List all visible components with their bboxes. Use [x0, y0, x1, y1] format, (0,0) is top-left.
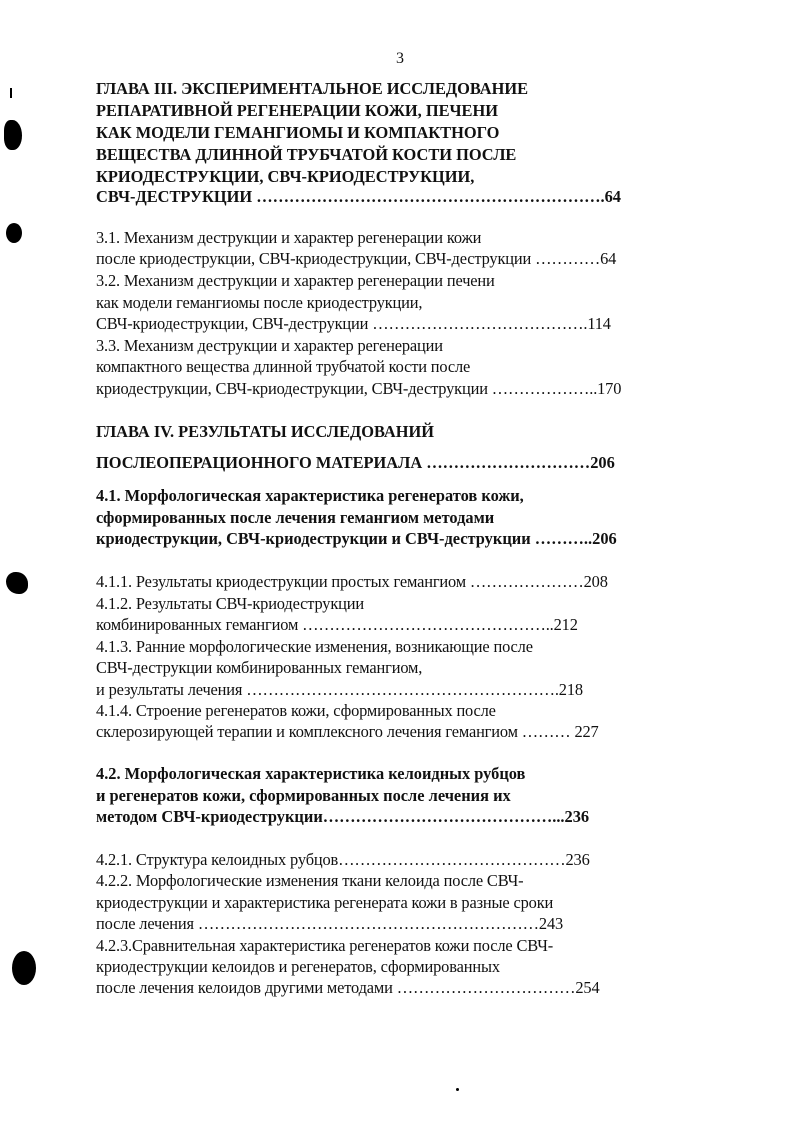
section-heading-line: и регенератов кожи, сформированных после лечения их	[96, 786, 511, 805]
toc-entry-line: как модели гемангиомы после криодеструкции,	[96, 293, 423, 312]
chapter-4-title-line: ПОСЛЕОПЕРАЦИОННОГО МАТЕРИАЛА …………………………206	[96, 453, 615, 472]
chapter-3-title-line: КРИОДЕСТРУКЦИИ, СВЧ-КРИОДЕСТРУКЦИИ,	[96, 167, 475, 186]
page-number: 3	[396, 50, 404, 67]
toc-entry-line: 4.2.1. Структура келоидных рубцов……………………………………236	[96, 850, 590, 869]
toc-entry-line: СВЧ-криодеструкции, СВЧ-деструкции ………………………………….114	[96, 314, 611, 333]
toc-entry-line: 3.1. Механизм деструкции и характер регенерации кожи	[96, 228, 482, 247]
chapter-3-title-line: ГЛАВА III. ЭКСПЕРИМЕНТАЛЬНОЕ ИССЛЕДОВАНИЕ	[96, 79, 529, 98]
scan-speck	[10, 88, 12, 98]
section-heading-line: методом СВЧ-криодеструкции……………………………………...236	[96, 807, 590, 826]
section-heading-line: криодеструкции, СВЧ-криодеструкции и СВЧ-деструкции ………..206	[96, 529, 617, 548]
chapter-3-title-line: КАК МОДЕЛИ ГЕМАНГИОМЫ И КОМПАКТНОГО	[96, 123, 500, 142]
chapter-3-title-line: РЕПАРАТИВНОЙ РЕГЕНЕРАЦИИ КОЖИ, ПЕЧЕНИ	[96, 101, 498, 120]
toc-entry-line: 4.2.3.Сравнительная характеристика регенератов кожи после СВЧ-	[96, 936, 554, 955]
toc-entry-line: 3.2. Механизм деструкции и характер регенерации печени	[96, 271, 495, 290]
toc-entry-line: после криодеструкции, СВЧ-криодеструкции, СВЧ-деструкции …………64	[96, 249, 617, 268]
scan-blot	[6, 223, 22, 243]
toc-entry-line: после лечения келоидов другими методами ……………………………254	[96, 978, 600, 997]
scan-blot	[12, 951, 36, 985]
toc-entry-line: компактного вещества длинной трубчатой кости после	[96, 357, 471, 376]
toc-entry-line: комбинированных гемангиом ………………………………………..212	[96, 615, 578, 634]
scan-speck	[456, 1088, 459, 1091]
toc-entry-line: 3.3. Механизм деструкции и характер регенерации	[96, 336, 443, 355]
chapter-4-title-line: ГЛАВА IV. РЕЗУЛЬТАТЫ ИССЛЕДОВАНИЙ	[96, 422, 435, 441]
toc-entry-line: 4.2.2. Морфологические изменения ткани келоида после СВЧ-	[96, 871, 524, 890]
section-heading-line: сформированных после лечения гемангиом методами	[96, 508, 495, 527]
toc-entry-line: и результаты лечения ………………………………………………….218	[96, 680, 583, 699]
chapter-3-title-line: СВЧ-ДЕСТРУКЦИИ ……………………………………………………….64	[96, 187, 621, 206]
toc-entry-line: после лечения ………………………………………………………243	[96, 914, 564, 933]
toc-entry-line: 4.1.4. Строение регенератов кожи, сформированных после	[96, 701, 496, 720]
toc-entry-line: криодеструкции и характеристика регенерата кожи в разные сроки	[96, 893, 554, 912]
scan-blot	[4, 120, 22, 150]
toc-entry-line: 4.1.1. Результаты криодеструкции простых гемангиом …………………208	[96, 572, 608, 591]
toc-entry-line: криодеструкции, СВЧ-криодеструкции, СВЧ-деструкции ………………..170	[96, 379, 622, 398]
toc-entry-line: склерозирующей терапии и комплексного лечения гемангиом ……… 227	[96, 722, 599, 741]
section-heading-line: 4.1. Морфологическая характеристика регенератов кожи,	[96, 486, 524, 505]
toc-entry-line: криодеструкции келоидов и регенератов, сформированных	[96, 957, 500, 976]
toc-entry-line: 4.1.3. Ранние морфологические изменения, возникающие после	[96, 637, 533, 656]
toc-entry-line: СВЧ-деструкции комбинированных гемангиом,	[96, 658, 423, 677]
section-heading-line: 4.2. Морфологическая характеристика келоидных рубцов	[96, 764, 526, 783]
scan-blot	[6, 572, 28, 594]
chapter-3-title-line: ВЕЩЕСТВА ДЛИННОЙ ТРУБЧАТОЙ КОСТИ ПОСЛЕ	[96, 145, 517, 164]
toc-entry-line: 4.1.2. Результаты СВЧ-криодеструкции	[96, 594, 364, 613]
